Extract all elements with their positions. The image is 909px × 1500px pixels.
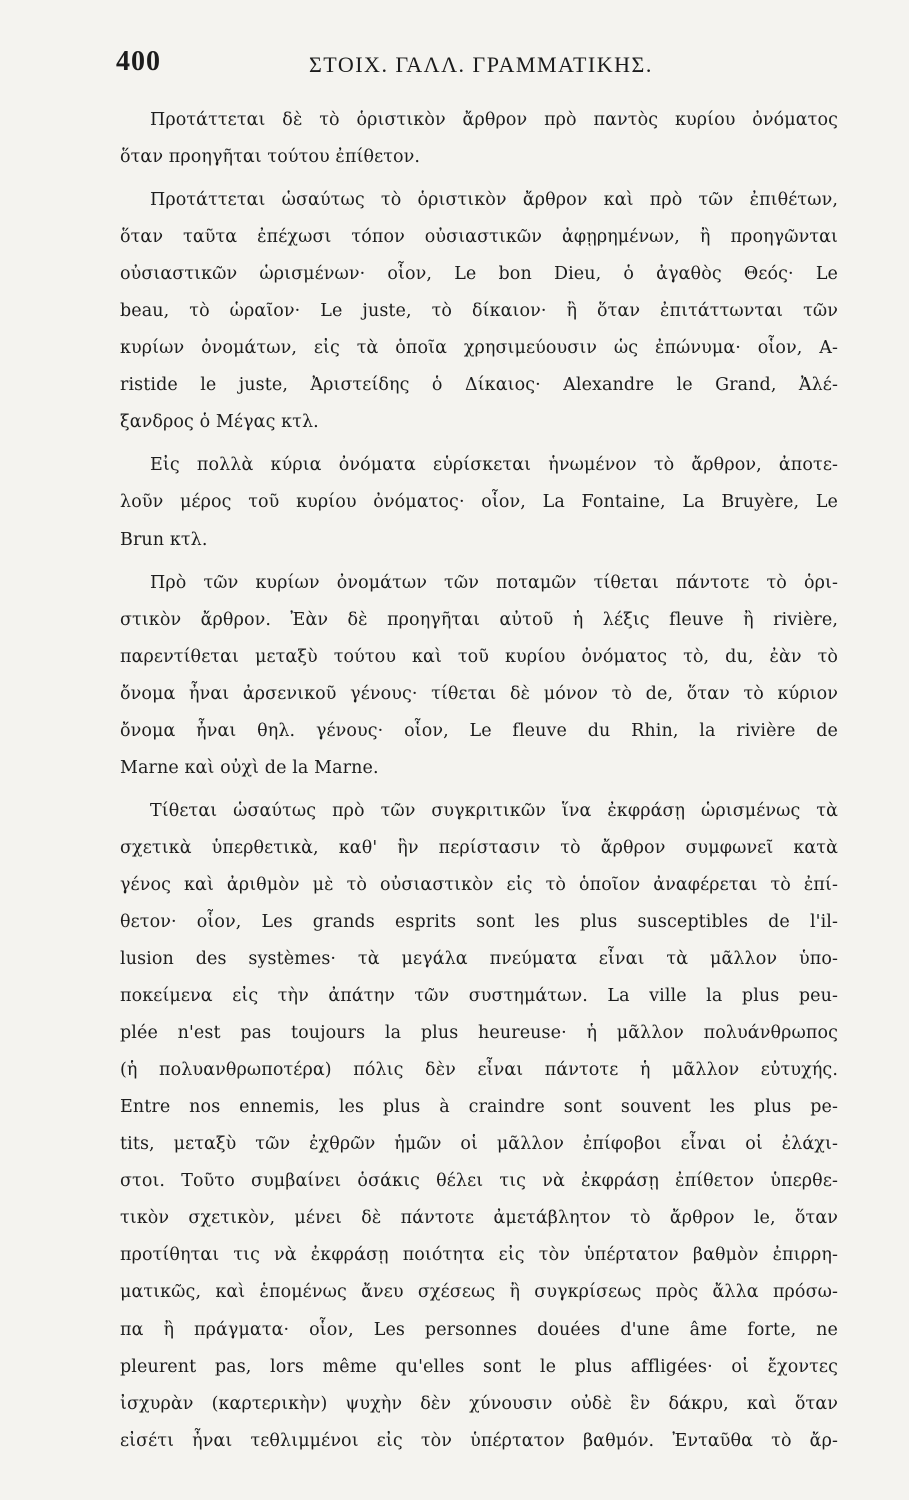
paragraph xyxy=(120,447,838,558)
text-line: ματικῶς, καὶ ἑπομένως ἄνευ σχέσεως ἢ συγκρίσεως πρὸς ἄλλα πρόσω- xyxy=(120,1282,838,1303)
body-text xyxy=(120,102,838,1460)
text-line: ὅταν προηγῆται τούτου ἐπίθετον. xyxy=(120,147,421,168)
text-line: εἰσέτι ἦναι τεθλιμμένοι εἰς τὸν ὑπέρτατον βαθμόν. Ἐνταῦθα τὸ ἄρ- xyxy=(120,1430,838,1451)
running-title: ΣΤΟΙΧ. ΓΑΛΛ. ΓΡΑΜΜΑΤΙΚΗΣ. xyxy=(309,52,653,77)
paragraph xyxy=(120,102,838,176)
text-line: θετον· οἷον, Les grands esprits sont les plus susceptibles de l'il- xyxy=(120,911,838,932)
paragraph xyxy=(120,565,838,787)
page-header xyxy=(116,46,836,90)
paragraph xyxy=(120,182,838,441)
page-number: 400 xyxy=(116,46,161,77)
text-line: Εἰς πολλὰ κύρια ὀνόματα εὑρίσκεται ἡνωμένον τὸ ἄρθρον, ἀποτε- xyxy=(150,455,838,476)
text-line: παρεντίθεται μεταξὺ τούτου καὶ τοῦ κυρίου ὀνόματος τὸ, du, ἐὰν τὸ xyxy=(120,646,838,667)
text-line: τικὸν σχετικὸν, μένει δὲ πάντοτε ἀμετάβλητον τὸ ἄρθρον le, ὅταν xyxy=(120,1208,838,1229)
text-line: στοι. Τοῦτο συμβαίνει ὁσάκις θέλει τις νὰ ἐκφράσῃ ἐπίθετον ὑπερθε- xyxy=(120,1171,838,1192)
text-line: lusion des systèmes· τὰ μεγάλα πνεύματα εἶναι τὰ μᾶλλον ὑπο- xyxy=(120,949,838,970)
text-line: στικὸν ἄρθρον. Ἐὰν δὲ προηγῆται αὐτοῦ ἡ λέξις fleuve ἢ rivière, xyxy=(120,609,838,630)
text-line: Τίθεται ὡσαύτως πρὸ τῶν συγκριτικῶν ἵνα ἐκφράσῃ ὡρισμένως τὰ xyxy=(150,800,838,821)
text-line: pleurent pas, lors même qu'elles sont le plus affligées· οἱ ἔχοντες xyxy=(120,1356,838,1377)
text-line: Marne καὶ οὐχὶ de la Marne. xyxy=(120,757,379,778)
text-line: ὄνομα ἦναι ἀρσενικοῦ γένους· τίθεται δὲ μόνον τὸ de, ὅταν τὸ κύριον xyxy=(120,683,838,704)
text-line: ἰσχυρὰν (καρτερικὴν) ψυχὴν δὲν χύνουσιν οὐδὲ ἓν δάκρυ, καὶ ὅταν xyxy=(120,1393,838,1414)
text-line: πα ἢ πράγματα· οἷον, Les personnes douées d'une âme forte, ne xyxy=(120,1319,838,1340)
text-line: προτίθηται τις νὰ ἐκφράσῃ ποιότητα εἰς τὸν ὑπέρτατον βαθμὸν ἐπιρρη- xyxy=(120,1245,838,1266)
text-line: ξανδρος ὁ Μέγας κτλ. xyxy=(120,412,319,433)
text-line: ristide le juste, Ἀριστείδης ὁ Δίκαιος· Alexandre le Grand, Ἀλέ- xyxy=(120,375,838,396)
text-line: ὅταν ταῦτα ἐπέχωσι τόπον οὐσιαστικῶν ἀφῃρημένων, ἢ προηγῶνται xyxy=(120,227,838,248)
text-line: Brun κτλ. xyxy=(120,529,208,550)
text-line: Entre nos ennemis, les plus à craindre sont souvent les plus pe- xyxy=(120,1097,838,1118)
text-line: κυρίων ὀνομάτων, εἰς τὰ ὁποῖα χρησιμεύουσιν ὡς ἐπώνυμα· οἷον, A- xyxy=(120,338,838,359)
text-line: λοῦν μέρος τοῦ κυρίου ὀνόματος· οἷον, La Fontaine, La Bruyère, Le xyxy=(120,492,838,513)
text-line: οὐσιαστικῶν ὡρισμένων· οἷον, Le bon Dieu, ὁ ἀγαθὸς Θεός· Le xyxy=(120,264,838,285)
text-line: ὄνομα ἦναι θηλ. γένους· οἷον, Le fleuve du Rhin, la rivière de xyxy=(120,720,838,741)
text-line: beau, τὸ ὡραῖον· Le juste, τὸ δίκαιον· ἢ ὅταν ἐπιτάττωνται τῶν xyxy=(120,301,838,322)
text-line: Προτάττεται ὡσαύτως τὸ ὁριστικὸν ἄρθρον καὶ πρὸ τῶν ἐπιθέτων, xyxy=(150,190,838,211)
paragraph xyxy=(120,793,838,1460)
text-line: tits, μεταξὺ τῶν ἐχθρῶν ἡμῶν οἱ μᾶλλον ἐπίφοβοι εἶναι οἱ ἐλάχι- xyxy=(120,1134,838,1155)
text-line: Πρὸ τῶν κυρίων ὀνομάτων τῶν ποταμῶν τίθεται πάντοτε τὸ ὁρι- xyxy=(150,572,838,593)
text-line: plée n'est pas toujours la plus heureuse· ἡ μᾶλλον πολυάνθρωπος xyxy=(120,1023,838,1044)
text-line: (ἡ πολυανθρωποτέρα) πόλις δὲν εἶναι πάντοτε ἡ μᾶλλον εὐτυχής. xyxy=(120,1060,838,1081)
text-line: σχετικὰ ὑπερθετικὰ, καθ' ἣν περίστασιν τὸ ἄρθρον συμφωνεῖ κατὰ xyxy=(120,837,838,858)
text-line: Προτάττεται δὲ τὸ ὁριστικὸν ἄρθρον πρὸ παντὸς κυρίου ὀνόματος xyxy=(150,110,838,130)
text-line: ποκείμενα εἰς τὴν ἀπάτην τῶν συστημάτων. La ville la plus peu- xyxy=(120,986,838,1007)
text-line: γένος καὶ ἀριθμὸν μὲ τὸ οὐσιαστικὸν εἰς τὸ ὁποῖον ἀναφέρεται τὸ ἐπί- xyxy=(120,874,838,895)
